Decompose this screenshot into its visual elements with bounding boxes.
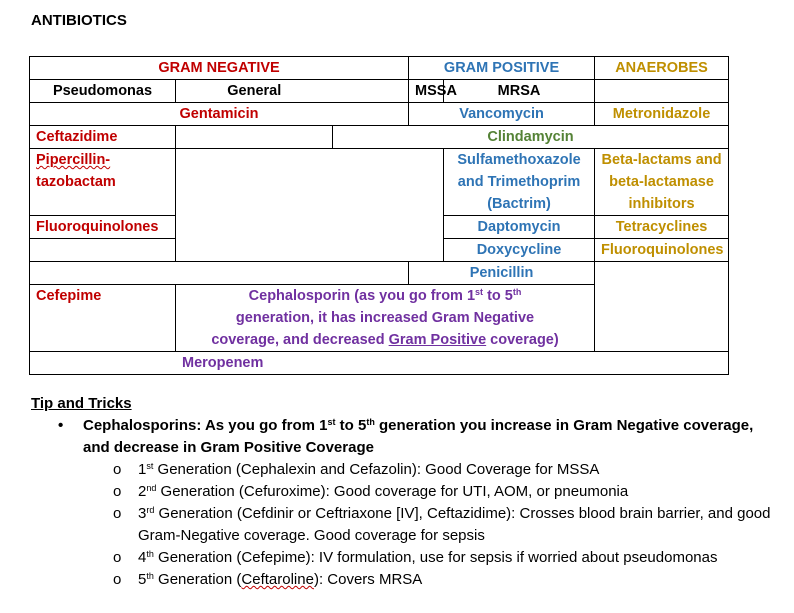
tips-section xyxy=(31,393,771,591)
bactrim-line-1: Sulfamethoxazole xyxy=(457,152,581,168)
cell-bactrim xyxy=(444,149,595,216)
cell-metronidazole: Metronidazole xyxy=(595,103,729,126)
page-title: ANTIBIOTICS xyxy=(31,12,127,29)
sub-bullet-icon: o xyxy=(113,505,122,522)
item-num: 3 xyxy=(138,505,147,522)
sub-bullet-icon: o xyxy=(113,549,122,566)
list-item xyxy=(31,415,771,459)
item-sup: st xyxy=(146,461,154,471)
table-cell xyxy=(595,262,729,352)
table-row xyxy=(30,126,729,149)
bullet-icon: • xyxy=(58,417,64,434)
table-cell xyxy=(30,239,176,262)
table-row xyxy=(30,262,729,285)
subheader-general: General xyxy=(176,80,333,103)
ceph-line-1b: to 5 xyxy=(483,288,513,304)
list-item xyxy=(31,459,771,481)
tips-heading: Tip and Tricks xyxy=(31,395,132,412)
cell-penicillin: Penicillin xyxy=(409,262,595,285)
bullet-sup-2: th xyxy=(366,417,375,427)
cell-beta-lactams xyxy=(595,149,729,216)
table-row xyxy=(30,103,729,126)
header-gram-negative: GRAM NEGATIVE xyxy=(30,57,409,80)
sub-bullet-icon: o xyxy=(113,461,122,478)
ceph-line-3a: coverage, and decreased xyxy=(211,332,389,348)
cell-tetracyclines: Tetracyclines xyxy=(595,216,729,239)
item-sup: th xyxy=(146,571,154,581)
ceph-line-2: generation, it has increased Gram Negative xyxy=(235,310,535,326)
cell-ceftazidime: Ceftazidime xyxy=(30,126,176,149)
cell-daptomycin: Daptomycin xyxy=(444,216,595,239)
item-num: 2 xyxy=(138,483,147,500)
bullet-sup-1: st xyxy=(327,417,336,427)
list-item xyxy=(31,569,771,591)
list-item xyxy=(31,503,771,547)
item-text: Generation (Cefdinir or Ceftriaxone [IV], Ceftazidime): Crosses blood brain barrier, and good Gram-Negative coverage. Good coverage for sepsis xyxy=(138,505,771,544)
empty-cell xyxy=(176,149,444,262)
item-text: Generation (Cephalexin and Cefazolin): Good Coverage for MSSA xyxy=(153,461,600,478)
header-gram-positive: GRAM POSITIVE xyxy=(409,57,595,80)
header-anaerobes: ANAEROBES xyxy=(595,57,729,80)
ceph-sup-1: st xyxy=(475,287,484,297)
bl-line-2: beta-lactamase xyxy=(609,174,714,190)
item-sup: th xyxy=(146,549,154,559)
bullet-text-c: generation you increase in Gram Negative coverage, and decrease in Gram Positive Coverage xyxy=(83,417,754,456)
ceph-line-1: Cephalosporin (as you go from 1 xyxy=(248,288,476,304)
table-row xyxy=(30,352,729,375)
bl-line-3: inhibitors xyxy=(628,196,695,212)
pip-line-2: tazobactam xyxy=(36,174,116,190)
item-sup: rd xyxy=(146,505,155,515)
cell-cephalosporin xyxy=(176,285,595,352)
antibiotics-table xyxy=(29,56,729,375)
item-text-ceftaroline: Ceftaroline xyxy=(241,571,314,588)
bactrim-line-2: and Trimethoprim xyxy=(457,174,581,190)
cell-cefepime: Cefepime xyxy=(30,285,176,352)
cell-vancomycin: Vancomycin xyxy=(409,103,595,126)
table-cell xyxy=(30,262,409,285)
bullet-text-b: to 5 xyxy=(335,417,367,434)
ceph-line-3u: Gram Positive xyxy=(388,332,487,348)
pip-line-1: Pipercillin- xyxy=(36,152,111,168)
subheader-mrsa: MRSA xyxy=(444,80,595,103)
sub-bullet-icon: o xyxy=(113,571,122,588)
list-item xyxy=(31,547,771,569)
table-cell xyxy=(176,126,333,149)
item-text: Generation (Cefepime): IV formulation, use for sepsis if worried about pseudomonas xyxy=(153,549,718,566)
ceph-line-3b: coverage) xyxy=(486,332,559,348)
item-num: 5 xyxy=(138,571,147,588)
bactrim-line-3: (Bactrim) xyxy=(487,196,551,212)
item-text: ): Covers MRSA xyxy=(313,571,423,588)
item-text: Generation ( xyxy=(153,571,242,588)
item-num: 4 xyxy=(138,549,147,566)
cell-doxycycline: Doxycycline xyxy=(444,239,595,262)
item-text: Generation (Cefuroxime): Good coverage for UTI, AOM, or pneumonia xyxy=(156,483,629,500)
cell-fluoroquinolones-neg: Fluoroquinolones xyxy=(30,216,176,239)
sub-bullet-icon: o xyxy=(113,483,122,500)
list-item xyxy=(31,481,771,503)
cell-meropenem: Meropenem xyxy=(30,352,729,375)
subheader-mssa: MSSA xyxy=(409,80,444,103)
cell-piperacillin-tazobactam xyxy=(30,149,176,216)
item-sup: nd xyxy=(146,483,157,493)
table-row xyxy=(30,57,729,80)
item-num: 1 xyxy=(138,461,147,478)
table-row xyxy=(30,80,729,103)
table-cell xyxy=(333,80,409,103)
cell-fluoroquinolones-anaer: Fluoroquinolones xyxy=(595,239,729,262)
ceph-sup-2: th xyxy=(512,287,522,297)
cell-gentamicin: Gentamicin xyxy=(30,103,409,126)
bl-line-1: Beta-lactams and xyxy=(601,152,722,168)
table-cell xyxy=(595,80,729,103)
bullet-text-a: Cephalosporins: As you go from 1 xyxy=(83,417,328,434)
subheader-pseudomonas: Pseudomonas xyxy=(30,80,176,103)
cell-clindamycin: Clindamycin xyxy=(333,126,729,149)
